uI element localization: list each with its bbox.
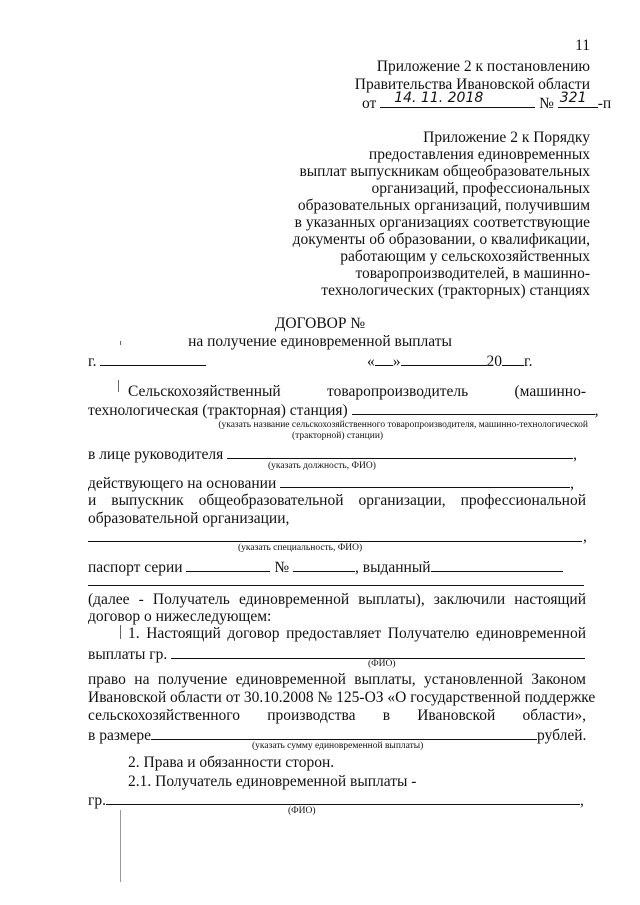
clause1-line2	[88, 643, 585, 664]
place-label: г.	[88, 353, 97, 370]
passport-series-field[interactable]	[186, 556, 270, 572]
para1-line2-text: технологическая (тракторная) станция)	[88, 402, 348, 419]
para1-line1: Сельскохозяйственный товаропроизводитель (машинно-	[128, 383, 586, 400]
scan-mark	[118, 380, 119, 392]
appendix-line-10: технологических (тракторных) станциях	[321, 282, 590, 299]
clause1-line1: 1. Настоящий договор предоставляет Получателю единовременной	[128, 625, 586, 642]
appendix-line-6: в указанных организациях соответствующие	[294, 214, 590, 231]
clause2-heading: 2. Права и обязанности сторон.	[128, 754, 335, 771]
scan-mark	[120, 810, 121, 882]
acting-label: действующего на основании	[88, 475, 277, 492]
number-suffix: -п	[597, 95, 612, 112]
hint-position: (указать должность, ФИО)	[268, 461, 376, 471]
hint-org-2: (тракторной) станции)	[292, 431, 384, 441]
citizen-row	[88, 789, 584, 810]
contract-subtitle: на получение единовременной выплаты	[188, 333, 452, 350]
handwritten-date: 14. 11. 2018	[394, 90, 484, 106]
head-field[interactable]	[227, 443, 573, 459]
issued-label: , выданный	[355, 559, 431, 576]
comma: ,	[573, 446, 578, 463]
header-line-1: Приложение 2 к постановлению	[376, 58, 590, 75]
passport-series-label: паспорт серии	[88, 559, 183, 576]
year-suffix: г.	[524, 353, 533, 370]
header-date-row	[362, 92, 611, 113]
comma: ,	[594, 402, 599, 419]
citizen-label: гр.	[88, 792, 106, 809]
comma: ,	[570, 475, 574, 492]
clause1-citizen-label: выплаты гр.	[88, 646, 168, 663]
header-line-2: Правительства Ивановской области	[354, 76, 590, 93]
passport-number-field[interactable]	[293, 556, 355, 572]
appendix-line-4: организаций, профессиональных	[371, 180, 590, 197]
place-row	[88, 350, 206, 371]
number-field	[558, 92, 598, 108]
hint-specialty: (указать специальность, ФИО)	[238, 543, 363, 553]
contract-title: ДОГОВОР №	[274, 315, 366, 332]
date-field	[380, 92, 535, 108]
comma: ,	[583, 528, 587, 545]
graduate-line1: и выпускник общеобразовательной организации, профессиональной	[88, 492, 586, 509]
basis-field[interactable]	[280, 472, 570, 488]
date-open-quote: «	[367, 353, 375, 370]
right-line2: Ивановской области от 30.10.2008 № 125-ОЗ «О государственной поддержке	[88, 689, 596, 706]
year-field[interactable]	[502, 350, 524, 366]
amount-field[interactable]	[151, 724, 537, 740]
appendix-line-2: предоставления единовременных	[368, 146, 590, 163]
scan-mark	[120, 341, 121, 345]
represented-label: в лице руководителя	[88, 446, 224, 463]
appendix-line-9: товаропроизводителей, в машинно-	[355, 265, 590, 282]
day-field[interactable]	[375, 350, 393, 366]
passport-number-label: №	[274, 559, 290, 576]
appendix-line-5: образовательных организаций, получившим	[297, 197, 590, 214]
amount-label: в размере	[88, 727, 152, 744]
appendix-line-8: работающим у сельскохозяйственных	[340, 248, 590, 265]
page-number: 11	[575, 37, 590, 54]
acting-row	[88, 472, 574, 493]
year-prefix: 20	[486, 353, 502, 370]
right-line1: право на получение единовременной выплаты, установленной Законом	[88, 671, 586, 688]
hint-org-1: (указать название сельскохозяйственного товаропроизводителя, машинно-технологической	[218, 420, 588, 430]
date-close-quote: »	[392, 353, 401, 370]
number-label: №	[539, 95, 554, 112]
amount-unit: рублей.	[537, 727, 587, 744]
place-field[interactable]	[100, 350, 206, 366]
para1-line2	[88, 399, 598, 420]
scan-mark	[120, 625, 121, 639]
hint-amount: (указать сумму единовременной выплаты)	[252, 741, 424, 751]
comma: ,	[579, 792, 584, 809]
appendix-line-1: Приложение 2 к Порядку	[423, 129, 590, 146]
from-label: от	[362, 95, 377, 112]
handwritten-number: 321	[559, 90, 587, 106]
issued-by-field[interactable]	[431, 556, 563, 572]
right-line3: сельскохозяйственного производства в Ивановской области»,	[88, 707, 586, 724]
graduate-line2: образовательной организации,	[88, 510, 290, 527]
contract-date-row	[367, 350, 532, 371]
hereinafter-line2: договор о нижеследующем:	[88, 608, 272, 625]
citizen-fio-field[interactable]	[106, 789, 580, 805]
appendix-line-3: выплат выпускникам общеобразовательных	[299, 163, 590, 180]
month-field[interactable]	[401, 350, 487, 366]
hint-fio-2: (ФИО)	[288, 806, 316, 816]
hereinafter-line1: (далее - Получатель единовременной выплаты), заключили настоящий	[88, 591, 586, 608]
issued-by-field-continued[interactable]	[88, 585, 584, 586]
hint-fio: (ФИО)	[368, 659, 396, 669]
org-name-field[interactable]	[352, 399, 595, 415]
appendix-line-7: документы об образовании, о квалификации,	[292, 231, 590, 248]
passport-row	[88, 556, 563, 577]
specialty-field[interactable]	[88, 541, 582, 542]
recipient-fio-field[interactable]	[171, 643, 585, 659]
clause21: 2.1. Получатель единовременной выплаты -	[128, 773, 417, 790]
